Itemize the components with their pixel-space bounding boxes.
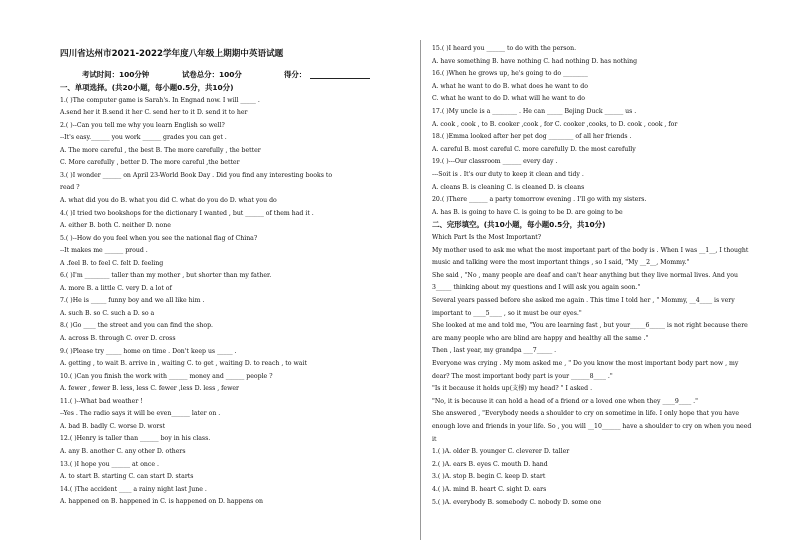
right-line: it [432,435,437,443]
left-line: --It's easy.______ you work ______ grades you can get . [60,134,227,142]
left-line: A .feel B. to feel C. felt D. feeling [60,259,164,267]
right-line: Several years passed before she asked me again . This time I told her , " Mommy, __4____ is very [432,297,735,304]
right-line: "Is it because it holds up(支撑) my head? " I asked . [432,385,593,393]
right-line: music and talking were the most important things , so I said, "My __2__, Mommy." [432,259,690,267]
left-line: A. happened on B. happened in C. is happened on D. happens on [60,498,263,506]
right-line: 16.( )When he grows up, he's going to do ________ [432,70,588,78]
right-line: 19.( )---Our classroom ______ every day . [432,158,558,166]
left-line: 11.( )--What bad weather ! [60,397,143,405]
left-line: A. getting , to wait B. arrive in , waiting C. to get , waiting D. to reach , to wait [60,360,307,368]
left-line: 2.( )--Can you tell me why you learn English so well? [60,121,225,129]
exam-total-score: 试卷总分：100分 [182,70,242,79]
exam-time: 考试时间：100分钟 [82,70,150,79]
right-line: C. what he want to do D. what will he want to do [432,95,585,103]
right-line: 18.( )Emma looked after her pet dog ________ of all her friends . [432,133,632,141]
left-line: A. to start B. starting C. can start D. starts [60,473,194,481]
right-line: She answered , "Everybody needs a shoulder to cry on sometime in life. I only hope that you have [432,410,740,418]
right-line: She said , "No , many people are deaf and can't hear anything but they live normal lives. And you [432,271,738,279]
left-line: C. More carefully , better D. The more careful ,the better [60,159,240,167]
right-line: 17.( )My uncle is a ________ . He can _____ Bejing Duck ______ us . [432,108,637,115]
right-line: 4.( )A. mind B. heart C. sight D. ears [432,486,547,493]
left-line: A. The more careful , the best B. The more carefully , the better [60,146,261,154]
left-line: 1.( )The computer game is Sarah's. In Engnad now. I will _____ . [60,96,260,104]
left-line: A. such B. so C. such a D. so a [60,309,155,317]
right-line: 15.( )I heard you ______ to do with the person. [432,45,577,52]
left-line: 一、单项选择。(共20小题，每小题0.5分，共10分) [60,83,234,92]
left-line: 6.( )I'm ________ taller than my mother , but shorter than my father. [60,272,272,280]
exam-title: 四川省达州市2021-2022学年度八年级上期期中英语试题 [60,49,284,59]
left-line: 10.( )Can you finish the work with ______ money and ______ people ? [60,372,273,380]
right-line: Everyone was crying . My mom asked me , " Do you know the most important body part now , my [432,360,739,367]
right-line: Which Part Is the Most Important? [432,234,542,241]
left-line: 5.( )--How do you feel when you see the national flag of China? [60,234,258,242]
right-line: 1.( )A. older B. younger C. cleverer D. taller [432,448,570,456]
left-line: --It makes me ______ proud . [60,247,148,255]
right-line: important to ____5____ , so it must be our eyes." [432,309,582,317]
left-line: 9.( )Please try _____ home on time . Don't keep us _____ . [60,347,237,355]
right-line: 二、完形填空。(共10小题，每小题0.5分，共10分) [432,220,606,230]
left-line: read ? [60,184,80,192]
left-line: A. either B. both C. neither D. none [60,222,171,230]
right-line: 3_____ thinking about my questions and I will ask you again soon." [432,284,641,292]
left-line: A.send her it B.send it her C. send her to it D. send it to her [60,109,248,117]
left-line: 12.( )Henry is taller than ______ boy in his class. [60,435,211,443]
right-line: 2.( )A. ears B. eyes C. mouth D. hand [432,460,548,468]
right-line: 3.( )A. stop B. begin C. keep D. start [432,473,546,481]
left-line: A. across B. through C. over D. cross [60,335,176,342]
right-line: A. have something B. have nothing C. had nothing D. has nothing [432,57,638,65]
right-line: She looked at me and told me, "You are learning fast , but your_____6_____ is not right because there [432,322,748,330]
left-line: 7.( )He is _____ funny boy and we all like him . [60,297,205,305]
right-line: A. cleans B. is cleaning C. is cleaned D. is cleans [432,183,585,191]
left-line: A. what did you do B. what you did C. what do you do D. what you do [60,196,277,204]
left-line: 4.( )I tried two bookshops for the dictionary I wanted , but ______ of them had it . [60,209,314,217]
left-line: --Yes . The radio says it will be even______ later on . [60,410,221,418]
right-line: ---Soit is . It's our duty to keep it clean and tidy . [432,171,584,178]
left-line: A. fewer , fewer B. less, less C. fewer ,less D. less , fewer [60,385,240,393]
left-line: A. any B. another C. any other D. others [60,447,186,455]
left-line: 3.( )I wonder ______ on April 23-World Book Day . Did you find any interesting books to [60,171,333,179]
left-line: 14.( )The accident ____ a rainy night last June . [60,485,207,493]
right-line: "No, it is because it can hold a head of a friend or a loved one when they ____9____ ." [432,397,698,405]
column-divider [420,40,421,540]
right-line: A. careful B. most careful C. more carefully D. the most carefully [432,145,636,153]
left-line: A. more B. a little C. very D. a lot of [60,284,172,292]
right-line: are many people who are blind are happy and healthy all the same ." [432,334,649,342]
right-line: A. has B. is going to have C. is going to be D. are going to be [432,208,623,216]
right-line: 20.( )There ______ a party tomorrow evening . I'll go with my sisters. [432,196,647,204]
right-line: A. cook , cook , to B. cooker ,cook , for C. cooker ,cooks, to D. cook , cook , for [432,120,678,128]
right-line: enough love and friends in your life. So , you will __10______ have a shoulder to cry on when you need [432,423,752,430]
left-line: A. bad B. badly C. worse D. worst [60,422,166,430]
right-line: My mother used to ask me what the most important part of the body is . When I was __1__, I thought [432,246,749,254]
right-line: A. what he want to do B. what does he want to do [432,82,588,90]
left-line: 8.( )Go ____ the street and you can find the shop. [60,322,214,330]
left-line: 13.( )I hope you ______ at once . [60,460,159,468]
right-line: 5.( )A. everybody B. somebody C. nobody D. some one [432,498,602,506]
score-label: 得分： [284,71,370,79]
right-line: Then , last year, my grandpa ___7_____ . [432,347,557,355]
right-line: dear? The most important body part is your ______8____ ." [432,372,613,380]
